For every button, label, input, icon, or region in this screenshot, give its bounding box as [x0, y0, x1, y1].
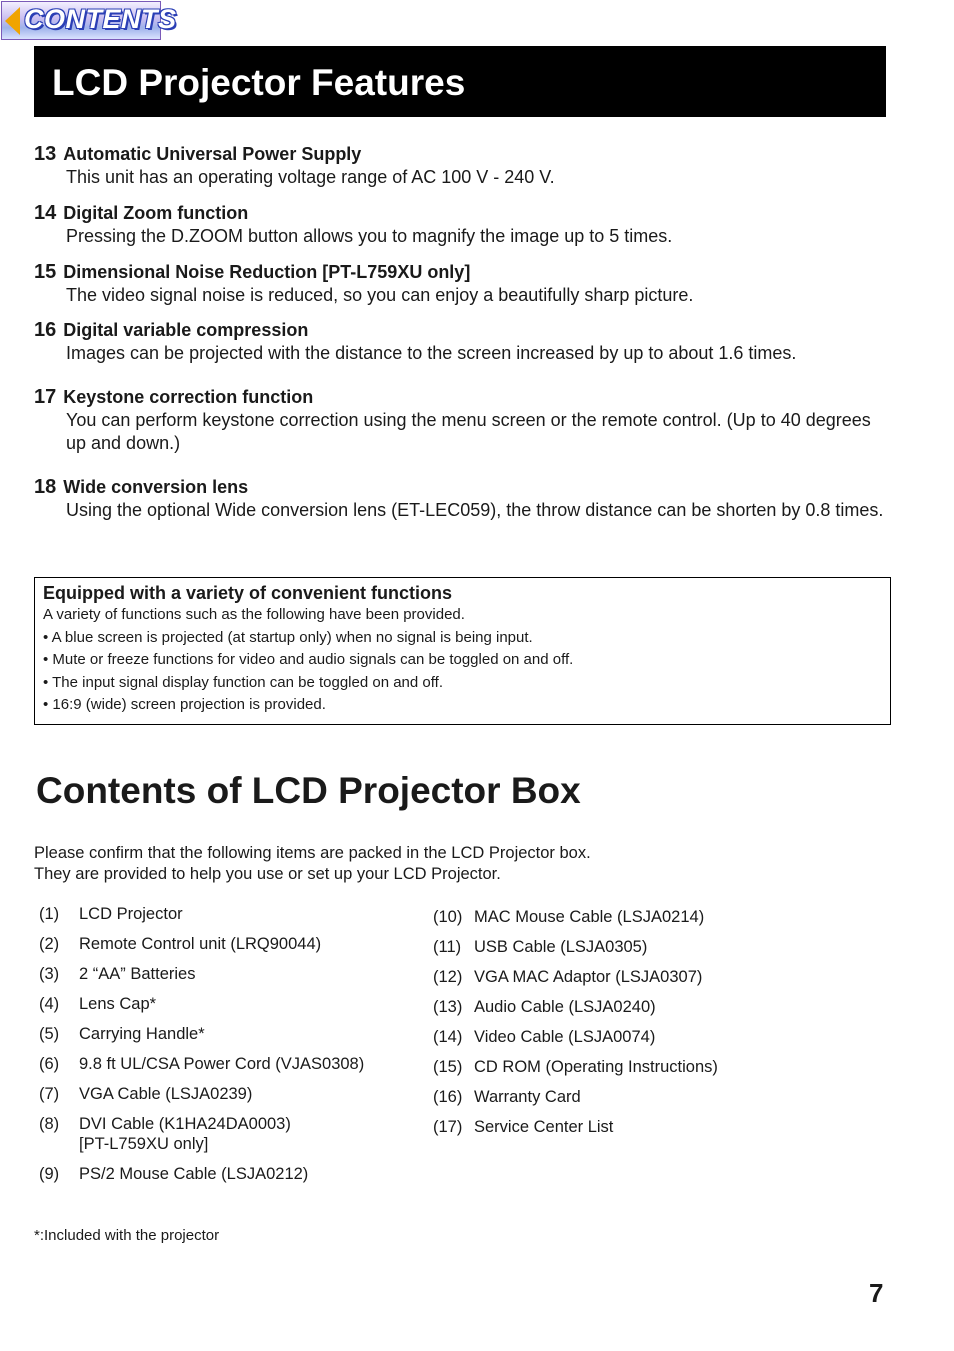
item-number: (17) [433, 1118, 463, 1136]
back-arrow-icon [5, 7, 20, 35]
section-title: Contents of LCD Projector Box [36, 770, 581, 811]
list-item [433, 1117, 718, 1137]
item-text: MAC Mouse Cable (LSJA0214) [474, 908, 705, 926]
feature-description: Using the optional Wide conversion lens (ET-LEC059), the throw distance can be shorten by 0.8 times. [66, 500, 884, 520]
item-text: LCD Projector [79, 905, 183, 923]
feature-title: Keystone correction function [63, 387, 314, 407]
list-item [39, 1024, 364, 1044]
item-text: DVI Cable (K1HA24DA0003) [79, 1115, 291, 1133]
functions-list [43, 627, 882, 717]
feature-number: 16 [34, 319, 57, 341]
item-number: (7) [39, 1085, 60, 1103]
item-number: (3) [39, 965, 60, 983]
functions-box-title: Equipped with a variety of convenient functions [43, 583, 453, 603]
feature-number: 14 [34, 202, 57, 224]
item-text: 2 “AA” Batteries [79, 965, 196, 983]
list-item: • Mute or freeze functions for video and audio signals can be toggled on and off. [43, 651, 574, 668]
feature-item [34, 386, 894, 454]
list-item: • The input signal display function can be toggled on and off. [43, 673, 443, 691]
feature-description: The video signal noise is reduced, so you can enjoy a beautifully sharp picture. [66, 285, 694, 305]
list-item [39, 934, 364, 954]
item-number: (10) [433, 908, 463, 926]
item-text: USB Cable (LSJA0305) [474, 938, 648, 956]
list-item [39, 904, 364, 924]
list-item [39, 994, 364, 1014]
list-item [433, 1057, 718, 1077]
feature-title: Dimensional Noise Reduction [PT-L759XU only] [63, 262, 471, 282]
item-text: Lens Cap* [79, 995, 157, 1013]
item-number: (16) [433, 1088, 463, 1106]
intro-line: Please confirm that the following items are packed in the LCD Projector box. [34, 844, 591, 862]
feature-description: Pressing the D.ZOOM button allows you to magnify the image up to 5 times. [66, 226, 673, 246]
item-number: (5) [39, 1025, 60, 1043]
feature-title: Digital Zoom function [63, 203, 249, 223]
feature-number: 13 [34, 143, 57, 165]
feature-description: This unit has an operating voltage range of AC 100 V - 240 V. [66, 167, 555, 187]
item-text: Warranty Card [474, 1088, 581, 1106]
item-number: (2) [39, 935, 60, 953]
page-number: 7 [869, 1278, 884, 1308]
contents-list-left [39, 904, 364, 1194]
contents-list-right [433, 907, 718, 1147]
feature-title: Automatic Universal Power Supply [63, 144, 362, 164]
item-number: (9) [39, 1165, 60, 1183]
feature-item [34, 143, 894, 189]
feature-title: Wide conversion lens [63, 477, 249, 497]
item-number: (1) [39, 905, 60, 923]
list-item [433, 907, 718, 927]
list-item: • 16:9 (wide) screen projection is provided. [43, 696, 326, 713]
page-title: LCD Projector Features [52, 62, 466, 103]
item-number: (15) [433, 1058, 463, 1076]
item-text: Carrying Handle* [79, 1025, 205, 1043]
feature-description: You can perform keystone correction using the menu screen or the remote control. (Up to 40 degrees up and down.) [66, 410, 871, 453]
item-number: (4) [39, 995, 60, 1013]
list-item [39, 1084, 364, 1104]
list-item [433, 937, 718, 957]
feature-number: 18 [34, 476, 57, 498]
page-title-bar [34, 46, 886, 117]
feature-title: Digital variable compression [63, 320, 309, 340]
intro-line: They are provided to help you use or set up your LCD Projector. [34, 865, 501, 883]
footnote: *:Included with the projector [34, 1227, 220, 1244]
item-number: (12) [433, 968, 463, 986]
list-item [39, 1164, 364, 1184]
feature-number: 15 [34, 261, 57, 283]
contents-nav-button[interactable] [1, 1, 177, 40]
item-number: (11) [433, 938, 462, 956]
item-text: Audio Cable (LSJA0240) [474, 998, 656, 1016]
feature-item [34, 319, 894, 365]
list-item [433, 1087, 718, 1107]
contents-nav-label: CONTENTS [24, 4, 177, 34]
item-text: VGA Cable (LSJA0239) [79, 1085, 253, 1103]
feature-item [34, 202, 894, 248]
list-item [433, 967, 718, 987]
item-number: (13) [433, 998, 463, 1016]
functions-box [34, 577, 891, 725]
contents-intro [34, 843, 591, 885]
feature-item [34, 261, 894, 307]
feature-number: 17 [34, 386, 57, 408]
item-number: (14) [433, 1028, 463, 1046]
list-item [39, 964, 364, 984]
list-item [433, 997, 718, 1017]
item-text: Video Cable (LSJA0074) [474, 1028, 656, 1046]
item-number: (8) [39, 1115, 60, 1133]
item-text: VGA MAC Adaptor (LSJA0307) [474, 968, 703, 986]
item-number: (6) [39, 1055, 60, 1073]
item-text: CD ROM (Operating Instructions) [474, 1058, 718, 1076]
feature-description: Images can be projected with the distance to the screen increased by up to about 1.6 times. [66, 343, 797, 363]
list-item [39, 1054, 364, 1074]
item-text: Service Center List [474, 1118, 614, 1136]
item-text: Remote Control unit (LRQ90044) [79, 935, 322, 953]
functions-box-intro: A variety of functions such as the following have been provided. [43, 606, 465, 623]
list-item: • A blue screen is projected (at startup only) when no signal is being input. [43, 628, 533, 646]
list-item [39, 1114, 364, 1154]
item-text-continued: [PT-L759XU only] [79, 1135, 209, 1153]
list-item [433, 1027, 718, 1047]
item-text: PS/2 Mouse Cable (LSJA0212) [79, 1165, 309, 1183]
item-text: 9.8 ft UL/CSA Power Cord (VJAS0308) [79, 1055, 365, 1073]
feature-item [34, 476, 894, 522]
